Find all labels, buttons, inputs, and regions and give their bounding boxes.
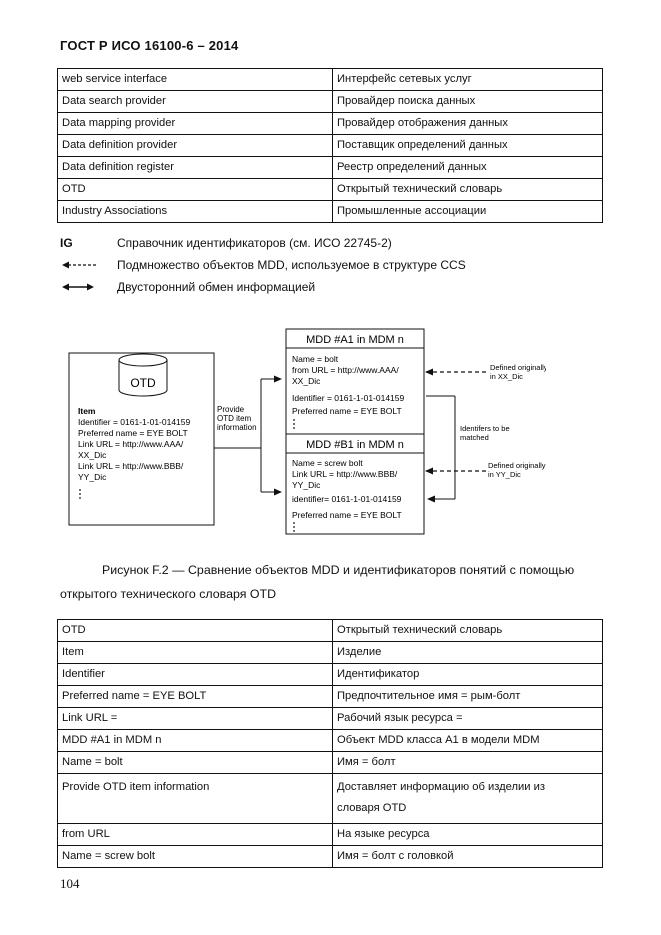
- table-cell-en: Preferred name = EYE BOLT: [58, 686, 333, 708]
- mdd-a1-line: Preferred name = EYE BOLT: [292, 406, 402, 416]
- table-cell-en: OTD: [58, 179, 333, 201]
- table-row: [58, 752, 603, 774]
- table-row: [58, 686, 603, 708]
- defined-xx-line: in XX_Dic: [490, 372, 523, 381]
- table-cell-en: Link URL =: [58, 708, 333, 730]
- table-cell-ru: Промышленные ассоциации: [333, 201, 603, 223]
- ellipsis-dots: [79, 489, 81, 499]
- table-row: [58, 774, 603, 824]
- table-row: [58, 91, 603, 113]
- table-cell-en: Provide OTD item information: [58, 774, 333, 824]
- otd-label: OTD: [130, 376, 156, 390]
- table-cell-ru: Изделие: [333, 642, 603, 664]
- double-arrow-icon: [60, 280, 100, 294]
- table-row: [58, 846, 603, 868]
- table-row: [58, 642, 603, 664]
- table-cell-ru: Поставщик определений данных: [333, 135, 603, 157]
- table-row: [58, 135, 603, 157]
- table-cell-en: Name = bolt: [58, 752, 333, 774]
- table-cell-en: Data definition register: [58, 157, 333, 179]
- item-line: Item: [78, 406, 96, 416]
- table-row: [58, 824, 603, 846]
- mdd-b1-line: Preferred name = EYE BOLT: [292, 510, 402, 520]
- matched-line: Identifers to be: [460, 424, 510, 433]
- item-line: Preferred name = EYE BOLT: [78, 428, 188, 438]
- table-cell-ru: Рабочий язык ресурса =: [333, 708, 603, 730]
- figure-caption: [60, 558, 620, 606]
- table-cell-en: Industry Associations: [58, 201, 333, 223]
- mdd-a1-line: Identifier = 0161-1-01-014159: [292, 393, 405, 403]
- glossary-table-top: [57, 68, 603, 223]
- table-cell-en: Data definition provider: [58, 135, 333, 157]
- document-header: ГОСТ Р ИСО 16100-6 – 2014: [60, 38, 239, 53]
- cell-line: словаря OTD: [337, 802, 407, 814]
- provide-line: Provide: [217, 405, 245, 414]
- diagram-canvas: [66, 327, 546, 537]
- ellipsis-dots: [293, 522, 295, 532]
- item-line: Link URL = http://www.BBB/: [78, 461, 184, 471]
- defined-yy-line: in YY_Dic: [488, 470, 521, 479]
- table-cell-ru: Интерфейс сетевых услуг: [333, 69, 603, 91]
- otd-comparison-diagram: [66, 327, 546, 537]
- table-row: [58, 620, 603, 642]
- table-row: [58, 113, 603, 135]
- connector-arrows: [214, 379, 281, 492]
- legend-dashed-text: Подмножество объектов MDD, используемое в структуре CCS: [117, 258, 466, 272]
- table-cell-ru: Реестр определений данных: [333, 157, 603, 179]
- item-line: Link URL = http://www.AAA/: [78, 439, 184, 449]
- table-row: [58, 708, 603, 730]
- dashed-arrows: [426, 372, 486, 471]
- item-line: YY_Dic: [78, 472, 107, 482]
- ellipsis-dots: [293, 419, 295, 429]
- table-cell-en: Item: [58, 642, 333, 664]
- table-cell-en: Data search provider: [58, 91, 333, 113]
- item-line: Identifier = 0161-1-01-014159: [78, 417, 191, 427]
- table-row: [58, 730, 603, 752]
- table-cell-ru: На языке ресурса: [333, 824, 603, 846]
- matched-line: matched: [460, 433, 489, 442]
- table-cell-ru: Провайдер поиска данных: [333, 91, 603, 113]
- match-bracket-arrows: [426, 396, 455, 499]
- caption-line-2: открытого технического словаря OTD: [60, 587, 277, 601]
- mdd-b1-line: YY_Dic: [292, 480, 321, 490]
- table-cell-ru: Объект MDD класса А1 в модели MDM: [333, 730, 603, 752]
- table-cell-ru: Провайдер отображения данных: [333, 113, 603, 135]
- table-row: [58, 69, 603, 91]
- table-cell-ru: Имя = болт: [333, 752, 603, 774]
- ig-symbol: IG: [60, 236, 73, 250]
- cell-line: Доставляет информацию об изделии из: [337, 781, 545, 793]
- table-cell-ru: Имя = болт с головкой: [333, 846, 603, 868]
- mdd-b1-line: identifier= 0161-1-01-014159: [292, 494, 402, 504]
- defined-yy-line: Defined originally: [488, 461, 546, 470]
- provide-line: information: [217, 423, 257, 432]
- caption-line-1: Рисунок F.2 — Сравнение объектов MDD и идентификаторов понятий с помощью: [102, 563, 575, 577]
- table-cell-ru: Открытый технический словарь: [333, 620, 603, 642]
- legend-bidir-text: Двусторонний обмен информацией: [117, 280, 316, 294]
- table-cell-en: Name = screw bolt: [58, 846, 333, 868]
- mdd-a1-line: XX_Dic: [292, 376, 321, 386]
- table-cell-en: Data mapping provider: [58, 113, 333, 135]
- table-row: [58, 157, 603, 179]
- table-cell-ru: Открытый технический словарь: [333, 179, 603, 201]
- mdd-a1-line: Name = bolt: [292, 354, 339, 364]
- table-cell-en: web service interface: [58, 69, 333, 91]
- mdd-a1-line: from URL = http://www.AAA/: [292, 365, 399, 375]
- provide-line: OTD item: [217, 414, 252, 423]
- dashed-arrow-icon: [60, 258, 100, 272]
- table-cell-en: from URL: [58, 824, 333, 846]
- defined-xx-line: Defined originally: [490, 363, 546, 372]
- table-cell-ru: [333, 774, 603, 824]
- table-cell-en: Identifier: [58, 664, 333, 686]
- glossary-table-bottom: [57, 619, 603, 868]
- item-line: XX_Dic: [78, 450, 107, 460]
- table-row: [58, 179, 603, 201]
- page-number: 104: [60, 876, 80, 891]
- mdd-b1-title: MDD #B1 in MDM n: [306, 439, 404, 451]
- table-row: [58, 664, 603, 686]
- table-row: [58, 201, 603, 223]
- table-cell-ru: Идентификатор: [333, 664, 603, 686]
- table-cell-en: MDD #A1 in MDM n: [58, 730, 333, 752]
- table-cell-en: OTD: [58, 620, 333, 642]
- mdd-b1-line: Link URL = http://www.BBB/: [292, 469, 398, 479]
- mdd-a1-title: MDD #A1 in MDM n: [306, 334, 404, 346]
- legend-ig-text: Справочник идентификаторов (см. ИСО 22745-2): [117, 236, 392, 250]
- mdd-b1-line: Name = screw bolt: [292, 458, 363, 468]
- table-cell-ru: Предпочтительное имя = рым-болт: [333, 686, 603, 708]
